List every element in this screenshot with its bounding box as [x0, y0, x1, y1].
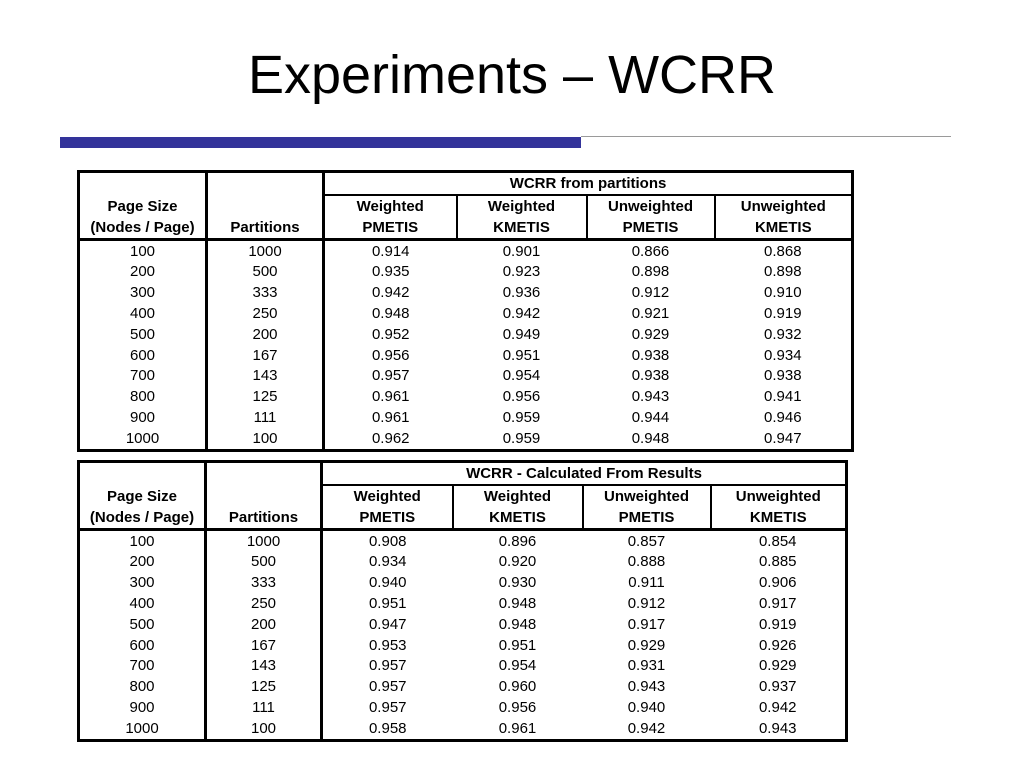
table-cell: 1000: [79, 428, 207, 450]
partitions-header: Partitions: [206, 462, 322, 530]
table-cell: 0.948: [631, 429, 670, 447]
table-cell: 111: [207, 407, 324, 428]
table-cell: 500: [79, 324, 207, 345]
table-row: [79, 614, 847, 635]
page-size-header: [79, 462, 206, 530]
table-cell: 900: [79, 697, 206, 718]
table-cell: 0.938: [631, 346, 670, 364]
table-cell: 0.947: [764, 429, 802, 447]
table-cell: 333: [206, 572, 322, 593]
table-cell: 0.951: [368, 595, 407, 613]
table-cell: 0.953: [368, 636, 407, 654]
table-cell: 0.912: [631, 284, 670, 302]
table-cell: 0.917: [627, 615, 666, 633]
table-cell: 0.956: [498, 699, 537, 717]
table-row: [79, 593, 847, 614]
table-cell: 0.944: [631, 409, 670, 427]
table-cell: 0.943: [627, 678, 666, 696]
page-size-header: [79, 172, 207, 240]
table-cell: 500: [206, 552, 322, 573]
table-cell: 0.942: [502, 305, 541, 323]
table-cell: 100: [207, 428, 324, 450]
table-cell: 0.951: [502, 346, 541, 364]
wcrr-calculated-table: [77, 460, 848, 742]
table-cell: 0.910: [764, 284, 802, 302]
table-cell: 0.888: [627, 553, 666, 571]
table-cell: 0.957: [371, 367, 410, 385]
table-cell: 0.921: [631, 305, 670, 323]
table-cell: 0.938: [631, 367, 670, 385]
table-row: [79, 656, 847, 677]
table-cell: 0.956: [502, 388, 541, 406]
table-cell: 0.920: [498, 553, 537, 571]
table-cell: 0.959: [502, 409, 541, 427]
table-cell: 800: [79, 386, 207, 407]
table-cell: 0.885: [758, 553, 797, 571]
table-cell: 0.898: [764, 263, 802, 281]
table-cell: 200: [79, 262, 207, 283]
table-cell: 200: [207, 324, 324, 345]
slide-title: Experiments – WCRR: [247, 45, 777, 105]
table-row: [79, 407, 853, 428]
table-cell: 250: [207, 303, 324, 324]
table-cell: 500: [207, 262, 324, 283]
table-cell: 125: [207, 386, 324, 407]
table-cell: 500: [79, 614, 206, 635]
table-cell: 0.923: [502, 263, 541, 281]
table-cell: 0.911: [628, 574, 665, 592]
table-cell: 0.901: [502, 242, 541, 260]
table-cell: 400: [79, 593, 206, 614]
table-cell: 0.942: [371, 284, 410, 302]
table-cell: 0.857: [627, 532, 666, 550]
table-row: [79, 676, 847, 697]
table-row: [79, 428, 853, 450]
table-cell: 0.952: [371, 325, 410, 343]
table-cell: 0.929: [631, 325, 670, 343]
table-cell: 0.959: [502, 429, 541, 447]
table-cell: 167: [207, 345, 324, 366]
table-cell: 0.957: [368, 678, 407, 696]
table-cell: 300: [79, 282, 207, 303]
page-size-header-line1: Page Size: [107, 197, 178, 215]
table-cell: 900: [79, 407, 207, 428]
table-cell: 1000: [206, 529, 322, 551]
table-cell: 0.938: [764, 367, 802, 385]
table-cell: 100: [79, 529, 206, 551]
page-size-header-line2: (Nodes / Page): [89, 508, 195, 526]
table-cell: 0.954: [502, 367, 541, 385]
table-cell: 333: [207, 282, 324, 303]
table-cell: 0.943: [758, 719, 797, 737]
table-cell: 0.940: [368, 574, 407, 592]
subcol-header: Weighted KMETIS: [457, 195, 587, 240]
table-cell: 0.926: [758, 636, 797, 654]
table-cell: 200: [206, 614, 322, 635]
table-row: [79, 635, 847, 656]
table-cell: 0.932: [764, 325, 802, 343]
table-cell: 0.961: [371, 388, 410, 406]
table-cell: 600: [79, 635, 206, 656]
table-row: [79, 697, 847, 718]
table-cell: 0.954: [498, 657, 537, 675]
table-cell: 0.898: [631, 263, 670, 281]
table-cell: 0.958: [368, 719, 407, 737]
group-header: WCRR from partitions: [324, 172, 853, 195]
table-cell: 0.948: [498, 595, 537, 613]
table-cell: 0.942: [758, 699, 797, 717]
table-cell: 200: [79, 552, 206, 573]
table-cell: 0.912: [627, 595, 666, 613]
table-cell: 800: [79, 676, 206, 697]
table-cell: 0.929: [758, 657, 797, 675]
group-header: WCRR - Calculated From Results: [322, 462, 847, 485]
table-cell: 0.946: [764, 409, 802, 427]
subcol-header: Unweighted KMETIS: [715, 195, 853, 240]
table-row: [79, 718, 847, 740]
table-cell: 0.957: [368, 699, 407, 717]
table-cell: 1000: [207, 239, 324, 261]
table-cell: 0.941: [764, 388, 802, 406]
table-cell: 100: [206, 718, 322, 740]
table-row: [79, 529, 847, 551]
table-row: [79, 324, 853, 345]
table-cell: 0.919: [758, 615, 797, 633]
table-row: [79, 303, 853, 324]
subcol-header: Unweighted PMETIS: [587, 195, 715, 240]
table-row: [79, 366, 853, 387]
table-cell: 125: [206, 676, 322, 697]
table-cell: 0.962: [371, 429, 410, 447]
table-row: [79, 262, 853, 283]
table-row: [79, 552, 847, 573]
table-cell: 0.937: [758, 678, 797, 696]
table-cell: 0.942: [627, 719, 666, 737]
table-cell: 0.936: [502, 284, 541, 302]
page-size-header-line2: (Nodes / Page): [90, 218, 195, 236]
table-row: [79, 282, 853, 303]
subcol-header: Weighted PMETIS: [324, 195, 457, 240]
table-cell: 111: [206, 697, 322, 718]
table-cell: 0.930: [498, 574, 537, 592]
table-row: [79, 345, 853, 366]
table-cell: 0.960: [498, 678, 537, 696]
table-cell: 0.929: [627, 636, 666, 654]
table-cell: 0.947: [368, 615, 407, 633]
wcrr-partitions-table: [77, 170, 854, 452]
table-cell: 0.956: [371, 346, 410, 364]
partitions-header: Partitions: [207, 172, 324, 240]
table-cell: 0.914: [371, 242, 410, 260]
table-cell: 0.943: [631, 388, 670, 406]
table-cell: 700: [79, 656, 206, 677]
table-cell: 0.948: [371, 305, 410, 323]
table-cell: 0.957: [368, 657, 407, 675]
table-row: [79, 239, 853, 261]
table-cell: 0.934: [368, 553, 407, 571]
table-cell: 0.948: [498, 615, 537, 633]
table-cell: 0.940: [627, 699, 666, 717]
table-cell: 250: [206, 593, 322, 614]
table-cell: 0.934: [764, 346, 802, 364]
table-cell: 0.896: [498, 532, 537, 550]
table-cell: 1000: [79, 718, 206, 740]
table-cell: 0.961: [371, 409, 410, 427]
subcol-header: Weighted KMETIS: [453, 485, 583, 530]
title-underline-bar: [60, 137, 581, 148]
table-cell: 0.868: [764, 242, 802, 260]
table-cell: 600: [79, 345, 207, 366]
table-cell: 167: [206, 635, 322, 656]
subcol-header: Weighted PMETIS: [322, 485, 453, 530]
table-cell: 0.854: [758, 532, 797, 550]
subcol-header: Unweighted KMETIS: [711, 485, 847, 530]
subcol-header: Unweighted PMETIS: [583, 485, 711, 530]
table-cell: 300: [79, 572, 206, 593]
table-cell: 0.931: [627, 657, 666, 675]
table-cell: 0.866: [631, 242, 670, 260]
table-cell: 100: [79, 239, 207, 261]
table-row: [79, 572, 847, 593]
table-row: [79, 386, 853, 407]
page-size-header-line1: Page Size: [106, 487, 178, 505]
table-cell: 0.961: [498, 719, 537, 737]
table-cell: 400: [79, 303, 207, 324]
table-cell: 0.949: [502, 325, 541, 343]
title-underline-line: [581, 136, 951, 137]
table-cell: 0.908: [368, 532, 407, 550]
table-cell: 0.935: [371, 263, 410, 281]
table-cell: 143: [207, 366, 324, 387]
table-cell: 0.917: [758, 595, 797, 613]
table-cell: 0.906: [758, 574, 797, 592]
table-cell: 700: [79, 366, 207, 387]
table-cell: 0.919: [764, 305, 802, 323]
table-cell: 143: [206, 656, 322, 677]
table-cell: 0.951: [498, 636, 537, 654]
